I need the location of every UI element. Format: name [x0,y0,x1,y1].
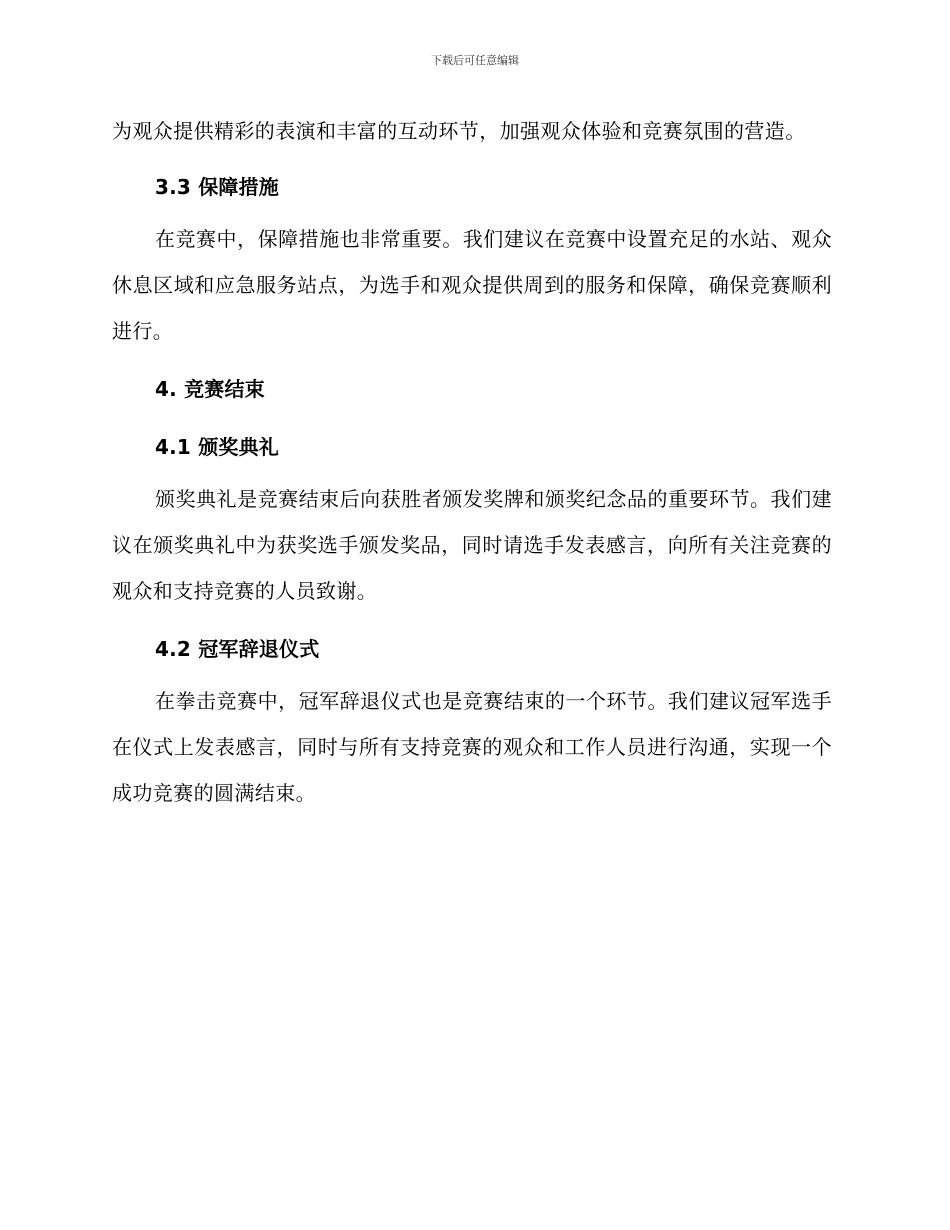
heading-4-1-award-ceremony: 4.1 颁奖典礼 [155,435,279,459]
paragraph-award-ceremony: 颁奖典礼是竞赛结束后向获胜者颁发奖牌和颁奖纪念品的重要环节。我们建议在颁奖典礼中为获奖选手颁发奖品，同时请选手发表感言，向所有关注竞赛的观众和支持竞赛的人员致谢。 [112,487,832,603]
page-header: 下载后可任意编辑 [431,54,519,67]
paragraph-safeguards: 在竞赛中，保障措施也非常重要。我们建议在竞赛中设置充足的水站、观众休息区域和应急服务站点，为选手和观众提供周到的服务和保障，确保竞赛顺利进行。 [112,227,832,343]
heading-4-2-champion-retirement: 4.2 冠军辞退仪式 [155,637,320,661]
paragraph-champion-retirement: 在拳击竞赛中，冠军辞退仪式也是竞赛结束的一个环节。我们建议冠军选手在仪式上发表感言，同时与所有支持竞赛的观众和工作人员进行沟通，实现一个成功竞赛的圆满结束。 [112,689,832,805]
paragraph-intro-continuation: 为观众提供精彩的表演和丰富的互动环节，加强观众体验和竞赛氛围的营造。 [112,119,806,143]
heading-4-competition-end: 4. 竞赛结束 [155,377,265,401]
document-body [112,108,832,816]
heading-3-3-safeguards: 3.3 保障措施 [155,175,279,199]
